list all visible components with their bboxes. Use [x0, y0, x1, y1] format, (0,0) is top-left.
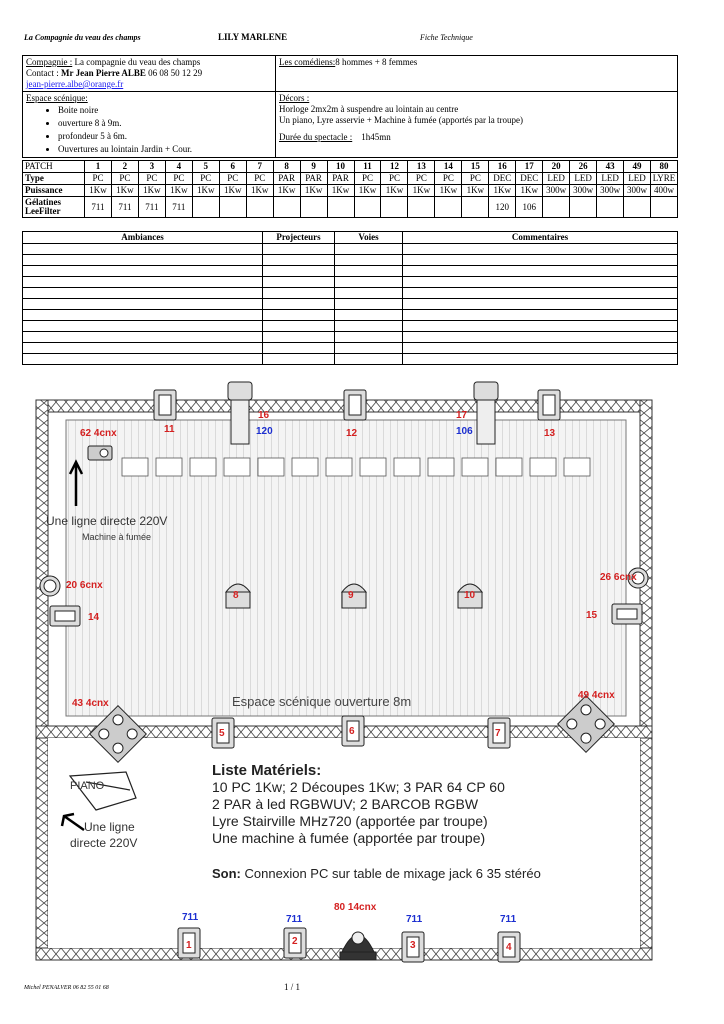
ambiance-cell[interactable]	[23, 321, 263, 332]
patch-type-cell: LED	[597, 173, 624, 185]
ambiance-row	[23, 299, 678, 310]
contact-name: Mr Jean Pierre ALBE	[61, 68, 146, 78]
ambiance-cell[interactable]	[403, 266, 678, 277]
label-par-8: 8	[233, 590, 239, 601]
patch-type-cell: PC	[85, 173, 112, 185]
company-cell	[23, 56, 276, 92]
patch-gel-cell	[381, 197, 408, 218]
ambiance-cell[interactable]	[263, 288, 335, 299]
ambiance-cell[interactable]	[335, 354, 403, 365]
patch-type-cell: DEC	[516, 173, 543, 185]
footer-author: Michel PENALVER 06 82 55 01 68	[24, 985, 109, 991]
patch-number-cell: 5	[192, 161, 219, 173]
ambiance-row	[23, 332, 678, 343]
patch-gel-cell: 711	[165, 197, 192, 218]
company-value: La compagnie du veau des champs	[74, 57, 201, 67]
ambiance-cell[interactable]	[23, 299, 263, 310]
patch-gel-cell: 120	[489, 197, 516, 218]
smoke-machine-icon	[88, 446, 112, 460]
patch-number-cell: 15	[462, 161, 489, 173]
patch-gel-cell	[327, 197, 354, 218]
ambiance-cell[interactable]	[23, 255, 263, 266]
patch-gel-cell	[597, 197, 624, 218]
ambiance-row	[23, 321, 678, 332]
patch-number-cell: 3	[138, 161, 165, 173]
actors-value: 8 hommes + 8 femmes	[335, 57, 418, 67]
label-ledbar-49: 49 4cnx	[578, 690, 615, 701]
decor-line: Un piano, Lyre asservie + Machine à fumée (apportés par la troupe)	[279, 115, 523, 125]
stage-item: • ouverture 8 à 9m.	[58, 117, 272, 130]
email-link[interactable]: jean-pierre.albe@orange.fr	[26, 79, 124, 89]
label-par-9: 9	[348, 590, 354, 601]
ambiance-cell[interactable]	[263, 310, 335, 321]
decor-label: Décors :	[279, 93, 310, 103]
ambiance-row	[23, 266, 678, 277]
patch-power-cell: 1Kw	[85, 185, 112, 197]
label-gel-711-a: 711	[182, 912, 199, 923]
label-gel-711-c: 711	[406, 914, 423, 925]
label-gel-711-d: 711	[500, 914, 517, 925]
patch-power-cell: 1Kw	[462, 185, 489, 197]
patch-gel-cell: 711	[138, 197, 165, 218]
patch-number-cell: 43	[597, 161, 624, 173]
patch-type-cell: LED	[543, 173, 570, 185]
ambiance-cell[interactable]	[403, 332, 678, 343]
patch-gel-cell: 106	[516, 197, 543, 218]
ambiance-row	[23, 255, 678, 266]
patch-table	[22, 160, 678, 218]
par-9	[342, 584, 366, 608]
label-spot-15: 15	[586, 610, 598, 621]
ambiance-cell[interactable]	[403, 310, 678, 321]
patch-gel-cell	[408, 197, 435, 218]
patch-number-cell: 16	[489, 161, 516, 173]
patch-power-cell: 1Kw	[354, 185, 381, 197]
patch-type-cell: PC	[462, 173, 489, 185]
patch-type-cell: PC	[165, 173, 192, 185]
patch-type-cell: PAR	[327, 173, 354, 185]
patch-type-cell: PC	[138, 173, 165, 185]
patch-number-cell: 80	[651, 161, 678, 173]
smoke-machine-label: Machine à fumée	[82, 532, 152, 542]
patch-type-cell: PC	[381, 173, 408, 185]
patch-gel-cell	[273, 197, 300, 218]
decor-line: Horloge 2mx2m à suspendre au lointain au centre	[279, 104, 459, 114]
patch-type-cell: LED	[624, 173, 651, 185]
ambiance-cell[interactable]	[403, 343, 678, 354]
ambiance-cell[interactable]	[263, 255, 335, 266]
label-gel-106: 106	[456, 426, 473, 437]
patch-type-cell: PAR	[300, 173, 327, 185]
patch-number-cell: 20	[543, 161, 570, 173]
ambiance-cell[interactable]	[403, 244, 678, 255]
ambiance-cell[interactable]	[335, 332, 403, 343]
ambiance-row	[23, 354, 678, 365]
label-spot-5: 5	[219, 728, 225, 739]
patch-power-cell: 1Kw	[381, 185, 408, 197]
patch-power-cell: 1Kw	[219, 185, 246, 197]
ambiances-table	[22, 231, 678, 365]
ambiance-cell[interactable]	[23, 277, 263, 288]
ambiance-cell[interactable]	[263, 321, 335, 332]
patch-number-cell: 4	[165, 161, 192, 173]
stage-list	[26, 104, 272, 156]
label-spot-12: 12	[346, 428, 358, 439]
spot-11	[154, 390, 176, 420]
patch-number-cell: 26	[570, 161, 597, 173]
patch-type-cell: PC	[354, 173, 381, 185]
patch-gel-cell	[246, 197, 273, 218]
spot-13	[538, 390, 560, 420]
patch-gel-cell	[462, 197, 489, 218]
patch-number-cell: 49	[624, 161, 651, 173]
ambiances-header: Ambiances	[23, 232, 263, 244]
patch-power-cell: 300w	[624, 185, 651, 197]
patch-number-cell: 17	[516, 161, 543, 173]
label-spot-7: 7	[495, 728, 501, 739]
ambiance-cell[interactable]	[335, 266, 403, 277]
patch-type-cell: PAR	[273, 173, 300, 185]
ambiance-cell[interactable]	[335, 255, 403, 266]
contact-prefix: Contact :	[26, 68, 61, 78]
decor-cell	[276, 92, 678, 158]
patch-gel-cell	[300, 197, 327, 218]
patch-type-cell: PC	[408, 173, 435, 185]
patch-power-cell: 1Kw	[246, 185, 273, 197]
ambiance-cell[interactable]	[263, 354, 335, 365]
voies-header: Voies	[335, 232, 403, 244]
page-number: 1 / 1	[284, 982, 301, 992]
patch-power-cell: 1Kw	[327, 185, 354, 197]
patch-gel-cell: 711	[111, 197, 138, 218]
patch-number-cell: 11	[354, 161, 381, 173]
label-gel-120: 120	[256, 426, 273, 437]
materials-title: Liste Matériels:	[212, 762, 322, 779]
sound-value: Connexion PC sur table de mixage jack 6 35 stéréo	[244, 866, 541, 881]
label-profile-16: 16	[258, 410, 270, 421]
ambiance-cell[interactable]	[263, 277, 335, 288]
stage-item: • profondeur 5 à 6m.	[58, 130, 272, 143]
label-spot-3: 3	[410, 940, 416, 951]
label-spot-1: 1	[186, 940, 192, 951]
label-spot-4: 4	[506, 942, 512, 953]
ambiance-cell[interactable]	[263, 343, 335, 354]
patch-number-cell: 14	[435, 161, 462, 173]
ambiance-cell[interactable]	[335, 288, 403, 299]
company-label: Compagnie :	[26, 57, 73, 67]
doc-type: Fiche Technique	[420, 33, 473, 42]
duration-label: Durée du spectacle :	[279, 132, 353, 142]
ambiance-cell[interactable]	[403, 321, 678, 332]
patch-power-cell: 300w	[543, 185, 570, 197]
patch-number-cell: 13	[408, 161, 435, 173]
label-par-10: 10	[464, 590, 476, 601]
label-spot-6: 6	[349, 726, 355, 737]
patch-gel-cell	[624, 197, 651, 218]
material-item: 10 PC 1Kw; 2 Découpes 1Kw; 3 PAR 64 CP 60	[212, 779, 505, 795]
patch-power-cell: 300w	[570, 185, 597, 197]
patch-gel-cell	[543, 197, 570, 218]
ambiance-cell[interactable]	[23, 310, 263, 321]
patch-type-cell: LYRE	[651, 173, 678, 185]
ambiance-cell[interactable]	[335, 277, 403, 288]
smoke-line-label: Une ligne directe 220V	[46, 514, 168, 528]
actors-cell	[276, 56, 678, 92]
ambiance-cell[interactable]	[335, 244, 403, 255]
show-title: LILY MARLENE	[218, 32, 288, 42]
stage-item: • Boite noire	[58, 104, 272, 117]
ambiance-cell[interactable]	[403, 354, 678, 365]
patch-gel-cell	[435, 197, 462, 218]
patch-power-cell: 1Kw	[300, 185, 327, 197]
patch-power-cell: 400w	[651, 185, 678, 197]
piano-label: PIANO	[70, 780, 105, 792]
sound-label: Son:	[212, 866, 241, 881]
patch-power-cell: 1Kw	[273, 185, 300, 197]
label-led-26: 26 6cnx	[600, 572, 637, 583]
ambiance-cell[interactable]	[23, 266, 263, 277]
label-spot-2: 2	[292, 936, 298, 947]
material-item: 2 PAR à led RGBWUV; 2 BARCOB RGBW	[212, 796, 479, 812]
patch-type-cell: PC	[435, 173, 462, 185]
label-gel-711-b: 711	[286, 914, 303, 925]
ambiance-cell[interactable]	[263, 299, 335, 310]
label-lyre-80: 80 14cnx	[334, 902, 377, 913]
projecteurs-header: Projecteurs	[263, 232, 335, 244]
patch-number-cell: 6	[219, 161, 246, 173]
ambiance-cell[interactable]	[263, 332, 335, 343]
patch-gel-cell	[192, 197, 219, 218]
spot-15	[612, 604, 642, 624]
patch-power-cell: 1Kw	[138, 185, 165, 197]
patch-power-cell: 1Kw	[435, 185, 462, 197]
patch-power-cell: 1Kw	[165, 185, 192, 197]
contact-phone: 06 08 50 12 29	[148, 68, 203, 78]
ambiance-cell[interactable]	[263, 244, 335, 255]
ambiance-cell[interactable]	[263, 266, 335, 277]
duration-value: 1h45mn	[361, 132, 391, 142]
sound-info	[212, 866, 541, 881]
piano-line-label-1: Une ligne	[84, 820, 135, 834]
patch-power-cell: 1Kw	[408, 185, 435, 197]
patch-power-cell: 1Kw	[192, 185, 219, 197]
label-profile-17: 17	[456, 410, 468, 421]
ambiance-row	[23, 288, 678, 299]
patch-type-cell: LED	[570, 173, 597, 185]
stage-cell	[23, 92, 276, 158]
ambiance-cell[interactable]	[23, 288, 263, 299]
stage-label: Espace scénique:	[26, 93, 88, 103]
spot-14	[50, 606, 80, 626]
profile-16	[228, 382, 252, 444]
ambiance-cell[interactable]	[403, 277, 678, 288]
ambiance-cell[interactable]	[403, 288, 678, 299]
patch-gel-cell	[219, 197, 246, 218]
patch-number-cell: 2	[111, 161, 138, 173]
stage-opening-label: Espace scénique ouverture 8m	[232, 694, 412, 709]
patch-type-cell: PC	[246, 173, 273, 185]
patch-number-cell: 8	[273, 161, 300, 173]
gel-row-label: Gélatines LeeFilter	[23, 197, 85, 218]
patch-type-cell: PC	[219, 173, 246, 185]
profile-17	[474, 382, 498, 444]
stage-item: • Ouvertures au lointain Jardin + Cour.	[58, 143, 272, 156]
material-item: Une machine à fumée (apportée par troupe)	[212, 830, 486, 846]
label-ledbar-43: 43 4cnx	[72, 698, 109, 709]
patch-number-cell: 1	[85, 161, 112, 173]
ambiance-cell[interactable]	[335, 310, 403, 321]
ambiance-cell[interactable]	[23, 343, 263, 354]
commentaires-header: Commentaires	[403, 232, 678, 244]
ambiance-row	[23, 244, 678, 255]
ambiance-row	[23, 343, 678, 354]
label-spot-11: 11	[164, 424, 175, 435]
ambiance-row	[23, 310, 678, 321]
patch-type-cell: DEC	[489, 173, 516, 185]
power-row-label: Puissance	[23, 185, 85, 197]
patch-gel-cell: 711	[85, 197, 112, 218]
truss-right	[640, 400, 652, 960]
patch-row-label: PATCH	[23, 161, 85, 173]
spot-12	[344, 390, 366, 420]
info-table	[22, 55, 678, 158]
led-20	[40, 576, 60, 596]
truss-left	[36, 400, 48, 960]
materials-list	[212, 762, 505, 847]
ambiance-cell[interactable]	[403, 255, 678, 266]
patch-number-cell: 9	[300, 161, 327, 173]
ambiance-cell[interactable]	[403, 299, 678, 310]
ambiance-cell[interactable]	[23, 244, 263, 255]
ambiance-cell[interactable]	[335, 343, 403, 354]
patch-gel-cell	[354, 197, 381, 218]
patch-number-cell: 10	[327, 161, 354, 173]
patch-type-cell: PC	[192, 173, 219, 185]
ambiance-row	[23, 277, 678, 288]
label-lyre-62: 62 4cnx	[80, 428, 117, 439]
ambiance-cell[interactable]	[23, 332, 263, 343]
actors-label: Les comédiens:	[279, 57, 336, 67]
type-row-label: Type	[23, 173, 85, 185]
label-spot-13: 13	[544, 428, 556, 439]
patch-power-cell: 1Kw	[111, 185, 138, 197]
ambiance-cell[interactable]	[23, 354, 263, 365]
patch-power-cell: 300w	[597, 185, 624, 197]
patch-type-cell: PC	[111, 173, 138, 185]
label-led-20: 20 6cnx	[66, 580, 103, 591]
patch-number-cell: 7	[246, 161, 273, 173]
ambiance-cell[interactable]	[335, 321, 403, 332]
patch-gel-cell	[651, 197, 678, 218]
patch-number-cell: 12	[381, 161, 408, 173]
patch-power-cell: 1Kw	[516, 185, 543, 197]
company-header: La Compagnie du veau des champs	[24, 33, 141, 42]
patch-gel-cell	[570, 197, 597, 218]
ambiance-cell[interactable]	[335, 299, 403, 310]
material-item: Lyre Stairville MHz720 (apportée par troupe)	[212, 813, 488, 829]
patch-power-cell: 1Kw	[489, 185, 516, 197]
label-spot-14: 14	[88, 612, 100, 623]
piano-line-label-2: directe 220V	[70, 836, 138, 850]
